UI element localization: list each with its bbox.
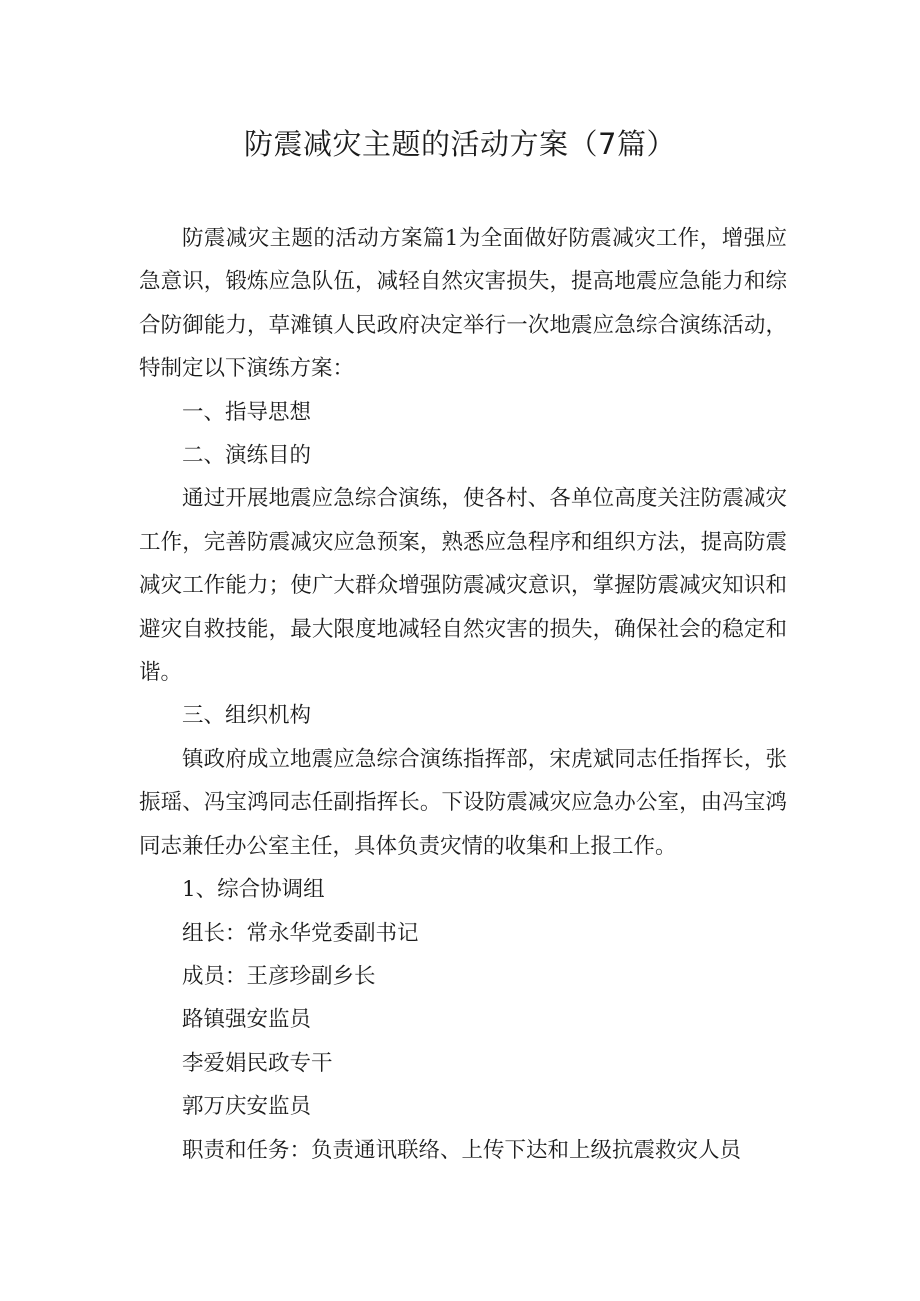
paragraph-intro: 防震减灾主题的活动方案篇1为全面做好防震减灾工作，增强应急意识，锻炼应急队伍，减轻自然灾害损失，提高地震应急能力和综合防御能力，草滩镇人民政府决定举行一次地震应急综合演练活动，特制定以下演练方案：	[139, 226, 787, 382]
document-title: 防震减灾主题的活动方案（7篇）	[244, 127, 676, 161]
line-member-2: 路镇强安监员	[182, 1007, 312, 1033]
heading-organization: 三、组织机构	[182, 703, 312, 729]
line-member-4: 郭万庆安监员	[182, 1094, 312, 1120]
heading-coordination-group: 1、综合协调组	[182, 877, 325, 903]
line-group-leader: 组长：常永华党委副书记	[182, 920, 419, 946]
line-member-3: 李爱娟民政专干	[182, 1050, 333, 1076]
paragraph-drill-purpose: 通过开展地震应急综合演练，使各村、各单位高度关注防震减灾工作，完善防震减灾应急预案，熟悉应急程序和组织方法，提高防震减灾工作能力；使广大群众增强防震减灾意识，掌握防震减灾知识和避灾自救技能，最大限度地减轻自然灾害的损失，确保社会的稳定和谐。	[139, 486, 787, 686]
heading-guiding-ideology: 一、指导思想	[182, 399, 312, 425]
line-member-1: 成员：王彦珍副乡长	[182, 963, 376, 989]
document-body	[139, 217, 787, 1172]
line-duties: 职责和任务：负责通讯联络、上传下达和上级抗震救灾人员	[182, 1137, 742, 1163]
paragraph-organization: 镇政府成立地震应急综合演练指挥部，宋虎斌同志任指挥长，张振瑶、冯宝鸿同志任副指挥长。下设防震减灾应急办公室，由冯宝鸿同志兼任办公室主任，具体负责灾情的收集和上报工作。	[139, 746, 787, 859]
heading-drill-purpose: 二、演练目的	[182, 443, 312, 469]
